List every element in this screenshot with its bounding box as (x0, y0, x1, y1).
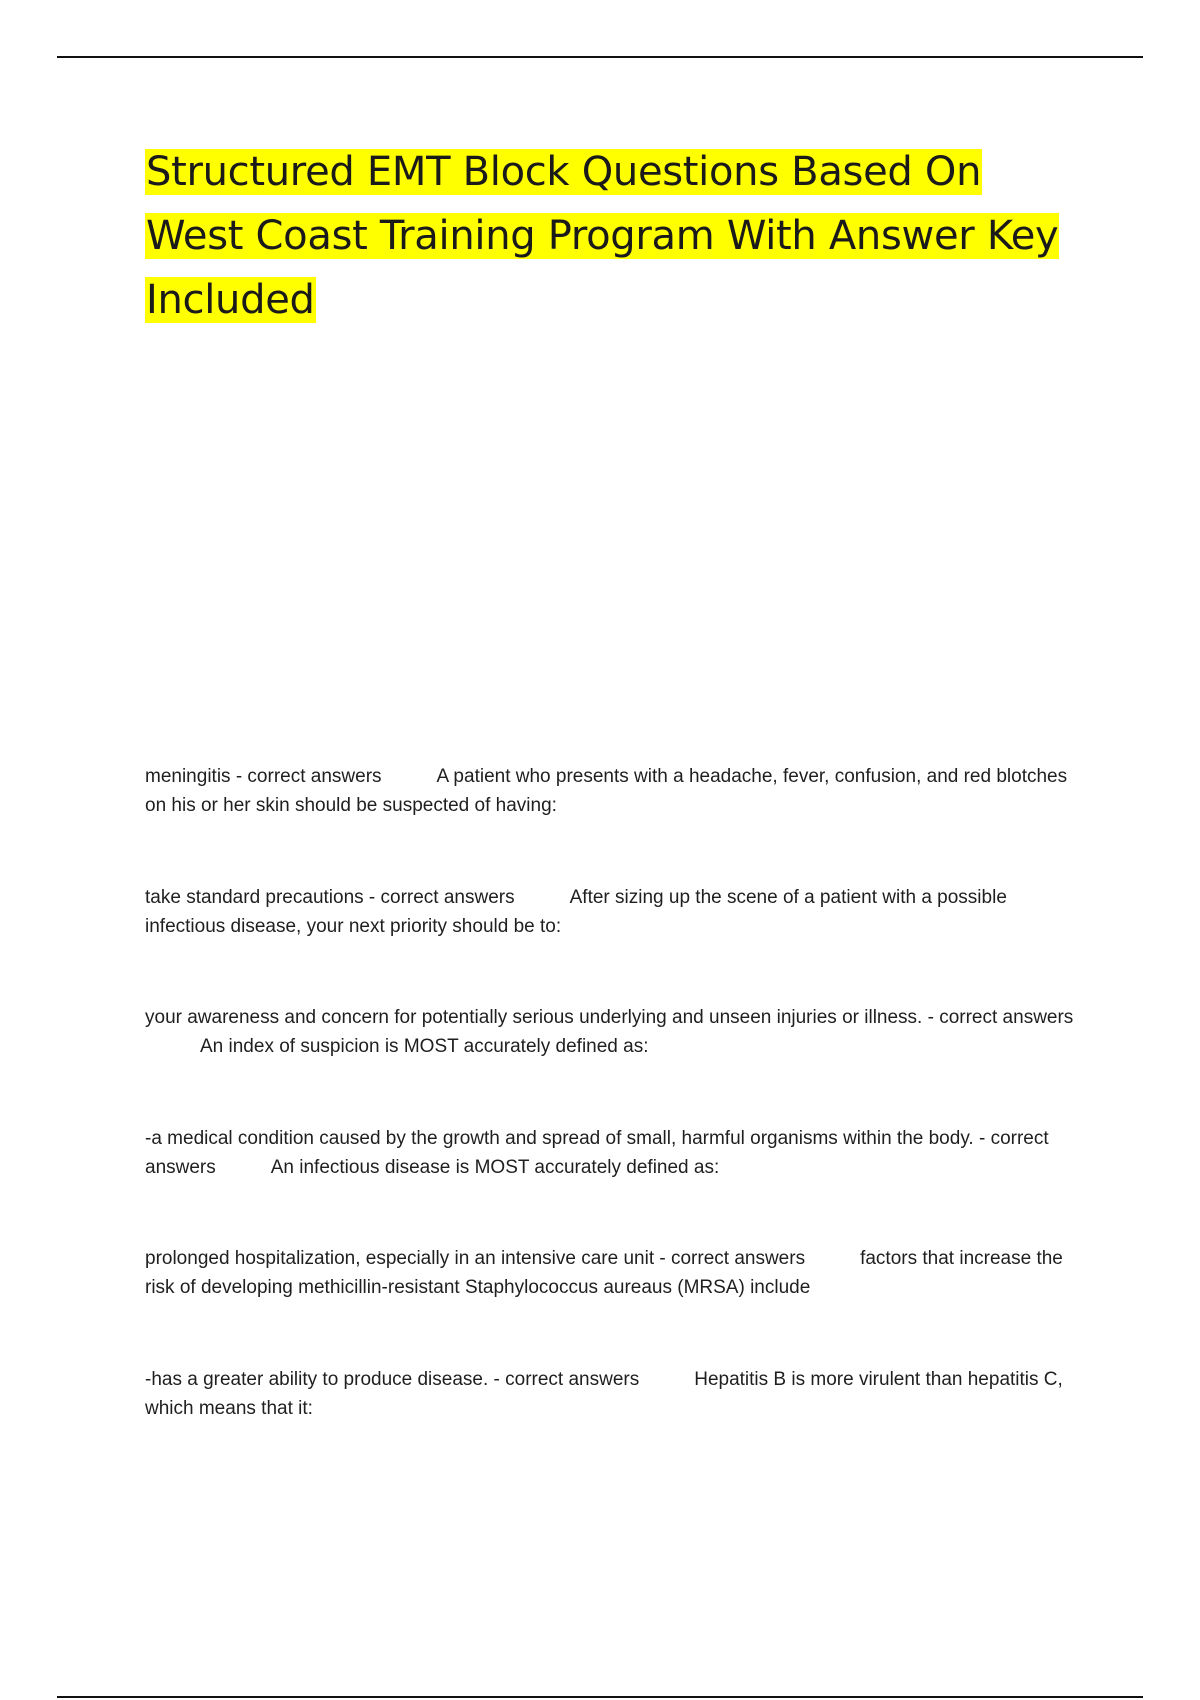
qa-question: An infectious disease is MOST accurately defined as: (270, 1156, 720, 1178)
qa-question: A patient who presents with a headache, fever, confusion, and red blotches on his or her skin should be suspected of having: (145, 766, 1068, 816)
qa-answer: take standard precautions - correct answers (145, 886, 515, 908)
qa-question: Hepatitis B is more virulent than hepatitis C, which means that it: (145, 1368, 1063, 1419)
page-title (145, 140, 1085, 332)
footer-rule (57, 1696, 1143, 1698)
qa-answer: prolonged hospitalization, especially in an intensive care unit - correct answers (145, 1248, 806, 1269)
qa-answer: meningitis - correct answers (145, 766, 382, 787)
qa-question: After sizing up the scene of a patient with a possible infectious disease, your next priority should be to: (145, 886, 1007, 937)
qa-answer: your awareness and concern for potentially serious underlying and unseen injuries or illness. - correct answers (145, 1007, 1074, 1028)
qa-list (145, 762, 1075, 1485)
qa-answer: -has a greater ability to produce disease. - correct answers (145, 1368, 640, 1390)
qa-answer: -a medical condition caused by the growth and spread of small, harmful organisms within the body. - correct answers (145, 1127, 1049, 1178)
qa-question: factors that increase the risk of developing methicillin-resistant Staphylococcus aureaus (MRSA) include (145, 1248, 1063, 1298)
qa-question: An index of suspicion is MOST accurately defined as: (200, 1036, 649, 1057)
qa-item (145, 1365, 1075, 1486)
qa-item (145, 1244, 1075, 1365)
qa-item (145, 883, 1075, 1004)
header-rule (57, 56, 1143, 58)
title-highlight: Structured EMT Block Questions Based On West Coast Training Program With Answer Key Included (146, 149, 1059, 323)
qa-item (145, 1124, 1075, 1245)
qa-item (145, 762, 1075, 883)
qa-item (145, 1003, 1075, 1124)
